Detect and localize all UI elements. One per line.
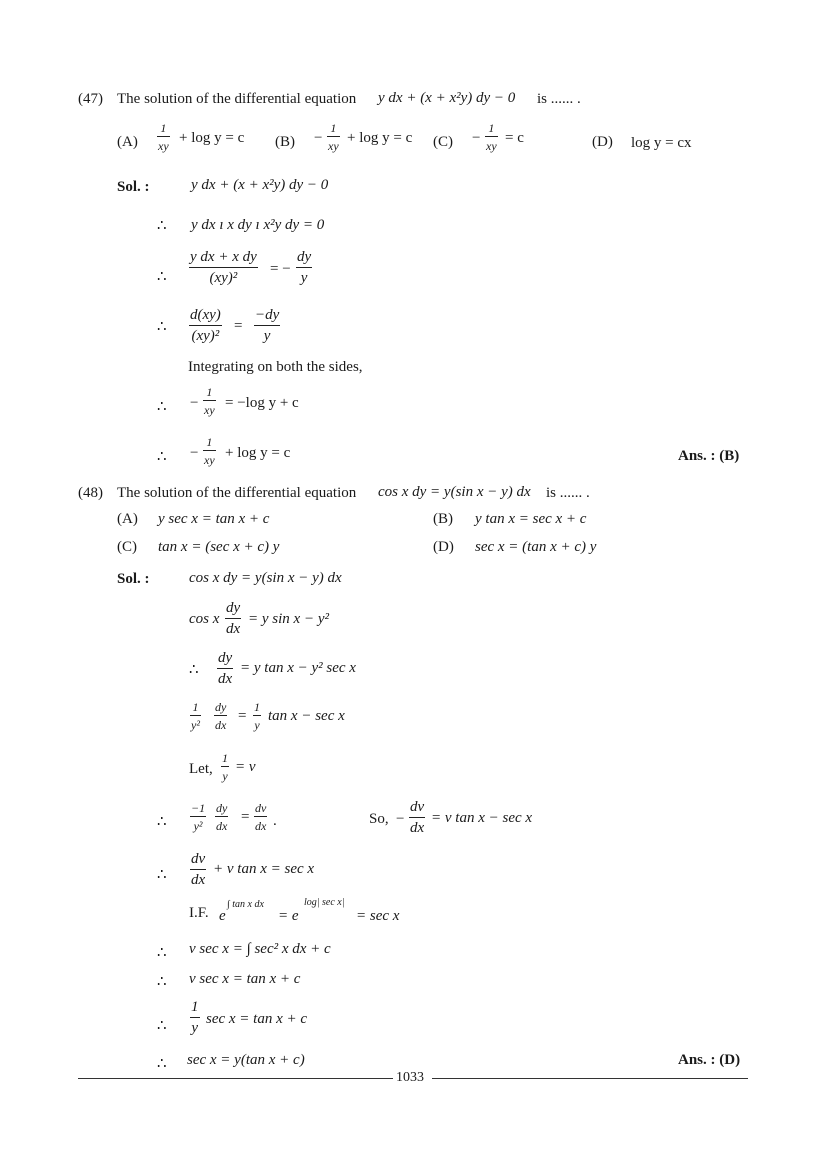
q48-step-9-rest: sec x = tan x + c — [206, 1011, 308, 1027]
fraction-denominator: dx — [225, 618, 241, 637]
q48-step-5-frac-2 — [215, 802, 228, 832]
q48-step-4-frac-3 — [253, 701, 261, 731]
q48-option-d-label: (D) — [433, 539, 454, 555]
q48-step-1: cos x dy = y(sin x − y) dx — [189, 570, 342, 586]
therefore-symbol: ∴ — [157, 814, 167, 830]
q47-option-c-prefix: − — [472, 130, 481, 146]
q47-option-c-rest: = c — [505, 130, 524, 146]
q48-let-rest: = v — [235, 759, 256, 775]
fraction-numerator: dy — [218, 650, 233, 666]
q47-step-5-prefix: − — [190, 395, 199, 411]
q47-option-d-text: log y = cx — [631, 135, 692, 151]
q47-step-1: y dx + (x + x²y) dy − 0 — [191, 177, 329, 193]
page-number: 1033 — [396, 1070, 424, 1085]
q47-step-6-prefix: − — [190, 445, 199, 461]
fraction-denominator: y — [296, 267, 312, 286]
q48-if-label: I.F. — [189, 905, 209, 921]
q47-option-a-fraction — [157, 122, 170, 152]
fraction-denominator: dx — [214, 715, 227, 731]
q47-number: (47) — [78, 91, 103, 107]
fraction-denominator: xy — [203, 400, 216, 416]
fraction-numerator: dv — [255, 801, 267, 815]
fraction-numerator: 1 — [206, 435, 213, 449]
q48-step-5-frac-1 — [190, 802, 206, 832]
q48-step-3-fraction — [217, 651, 233, 687]
footer-rule-right — [432, 1078, 748, 1079]
q47-sol-label: Sol. : — [117, 179, 150, 195]
q47-option-c-fraction — [485, 122, 498, 152]
fraction-numerator: 1 — [222, 751, 228, 765]
q48-option-d-text: sec x = (tan x + c) y — [475, 539, 597, 555]
fraction-numerator: dv — [191, 851, 206, 867]
q48-suffix: is ...... . — [546, 485, 590, 501]
q47-step-3-mid: = − — [270, 261, 291, 277]
q48-if-mid: = e — [278, 908, 299, 924]
q48-sol-label: Sol. : — [117, 571, 150, 587]
q48-step-3-rest: = y tan x − y² sec x — [240, 660, 356, 676]
fraction-numerator: d(xy) — [190, 307, 221, 323]
q47-option-a-label: (A) — [117, 134, 138, 150]
therefore-symbol: ∴ — [157, 1056, 167, 1072]
q48-step-4-rest: tan x − sec x — [268, 708, 345, 724]
therefore-symbol: ∴ — [157, 218, 167, 234]
q47-step-5-fraction — [203, 386, 216, 416]
therefore-symbol: ∴ — [157, 269, 167, 285]
fraction-numerator: 1 — [488, 121, 495, 135]
fraction-denominator: y² — [190, 715, 201, 731]
fraction-numerator: dy — [226, 600, 241, 616]
q47-option-b-label: (B) — [275, 134, 295, 150]
q47-step-4-lhs — [189, 308, 222, 344]
q47-step-6-rest: + log y = c — [225, 445, 291, 461]
q48-step-6-rest: + v tan x = sec x — [213, 861, 315, 877]
q48-option-c-label: (C) — [117, 539, 137, 555]
q48-step-4-frac-2 — [214, 701, 227, 731]
fraction-denominator: xy — [203, 450, 216, 466]
q47-step-4-rhs — [254, 308, 280, 344]
q48-option-a-label: (A) — [117, 511, 138, 527]
q47-suffix: is ...... . — [537, 91, 581, 107]
fraction-numerator: −1 — [191, 801, 206, 815]
fraction-numerator: −dy — [255, 307, 280, 323]
q48-let-fraction — [221, 752, 229, 782]
q48-step-2-rest: = y sin x − y² — [248, 611, 329, 627]
fraction-denominator: dx — [217, 668, 233, 687]
q47-step-2: y dx ı x dy ı x²y dy = 0 — [191, 217, 325, 233]
q48-option-a-text: y sec x = tan x + c — [158, 511, 270, 527]
therefore-symbol: ∴ — [157, 1018, 167, 1034]
q48-so-rest: = v tan x − sec x — [431, 810, 533, 826]
q48-if-base: e — [219, 908, 226, 924]
q48-option-b-text: y tan x = sec x + c — [475, 511, 587, 527]
q47-question-text: The solution of the differential equation — [117, 91, 357, 107]
therefore-symbol: ∴ — [157, 867, 167, 883]
q47-step-6-fraction — [203, 436, 216, 466]
q47-step-5-rest: = −log y + c — [225, 395, 299, 411]
therefore-symbol: ∴ — [157, 945, 167, 961]
fraction-numerator: 1 — [254, 700, 260, 714]
fraction-numerator: 1 — [192, 700, 199, 714]
fraction-numerator: 1 — [330, 121, 337, 135]
q48-step-5-mid: = — [241, 809, 250, 825]
q48-step-5-frac-3 — [254, 802, 267, 832]
q48-equation: cos x dy = y(sin x − y) dx — [378, 484, 531, 500]
fraction-numerator: dv — [410, 799, 425, 815]
q47-option-c-label: (C) — [433, 134, 453, 150]
q48-step-9-fraction — [190, 1000, 200, 1036]
q48-option-b-label: (B) — [433, 511, 453, 527]
therefore-symbol: ∴ — [157, 319, 167, 335]
q48-let-label: Let, — [189, 761, 213, 777]
fraction-numerator: dy — [297, 249, 312, 265]
q48-number: (48) — [78, 485, 103, 501]
q48-step-2-fraction — [225, 601, 241, 637]
q48-option-c-text: tan x = (sec x + c) y — [158, 539, 280, 555]
fraction-denominator: y — [254, 325, 280, 344]
q47-option-b-fraction — [327, 122, 340, 152]
q48-if-exponent-1: ∫ tan x dx — [227, 899, 264, 910]
fraction-denominator: xy — [327, 136, 340, 152]
fraction-denominator: dx — [190, 869, 206, 888]
fraction-numerator: dy — [215, 700, 227, 714]
fraction-denominator: dx — [254, 816, 267, 832]
q47-step-4-mid: = — [234, 318, 243, 334]
fraction-denominator: (xy)² — [189, 325, 222, 344]
q48-step-4-frac-1 — [190, 701, 201, 731]
q47-integrating-text: Integrating on both the sides, — [188, 359, 363, 375]
fraction-denominator: xy — [157, 136, 170, 152]
q48-step-7: v sec x = ∫ sec² x dx + c — [189, 941, 331, 957]
q48-so-fraction — [409, 800, 425, 836]
fraction-denominator: y² — [190, 816, 206, 832]
fraction-denominator: (xy)² — [189, 267, 258, 286]
fraction-denominator: y — [190, 1017, 200, 1036]
q48-step-8: v sec x = tan x + c — [189, 971, 301, 987]
therefore-symbol: ∴ — [157, 974, 167, 990]
fraction-denominator: dx — [409, 817, 425, 836]
q47-option-b-rest: + log y = c — [347, 130, 413, 146]
q47-option-a-rest: + log y = c — [179, 130, 245, 146]
q48-so-label: So, — [369, 811, 389, 827]
fraction-denominator: y — [221, 766, 229, 782]
fraction-numerator: y dx + x dy — [190, 249, 257, 265]
q48-step-5-dot: . — [273, 813, 277, 829]
q48-if-exponent-2: log| sec x| — [304, 897, 345, 908]
fraction-denominator: dx — [215, 816, 228, 832]
q47-answer: Ans. : (B) — [678, 448, 740, 464]
q48-question-text: The solution of the differential equation — [117, 485, 357, 501]
q47-option-d-label: (D) — [592, 134, 613, 150]
q48-step-2-left: cos x — [189, 611, 220, 627]
fraction-numerator: dy — [216, 801, 228, 815]
fraction-numerator: 1 — [160, 121, 167, 135]
fraction-numerator: 1 — [206, 385, 213, 399]
fraction-numerator: 1 — [191, 999, 199, 1015]
fraction-denominator: y — [253, 715, 261, 731]
therefore-symbol: ∴ — [157, 399, 167, 415]
q48-if-rest: = sec x — [356, 908, 400, 924]
q47-step-3-rhs — [296, 250, 312, 286]
therefore-symbol: ∴ — [157, 449, 167, 465]
q47-option-b-prefix: − — [314, 130, 323, 146]
q47-step-3-lhs — [189, 250, 258, 286]
q48-step-4-mid: = — [238, 708, 247, 724]
footer-rule-left — [78, 1078, 393, 1079]
q48-so-prefix: − — [396, 811, 405, 827]
fraction-denominator: xy — [485, 136, 498, 152]
q48-step-6-fraction — [190, 852, 206, 888]
q48-answer: Ans. : (D) — [678, 1052, 741, 1068]
therefore-symbol: ∴ — [189, 662, 199, 678]
q48-step-10: sec x = y(tan x + c) — [187, 1052, 305, 1068]
q47-equation: y dx + (x + x²y) dy − 0 — [378, 90, 516, 106]
